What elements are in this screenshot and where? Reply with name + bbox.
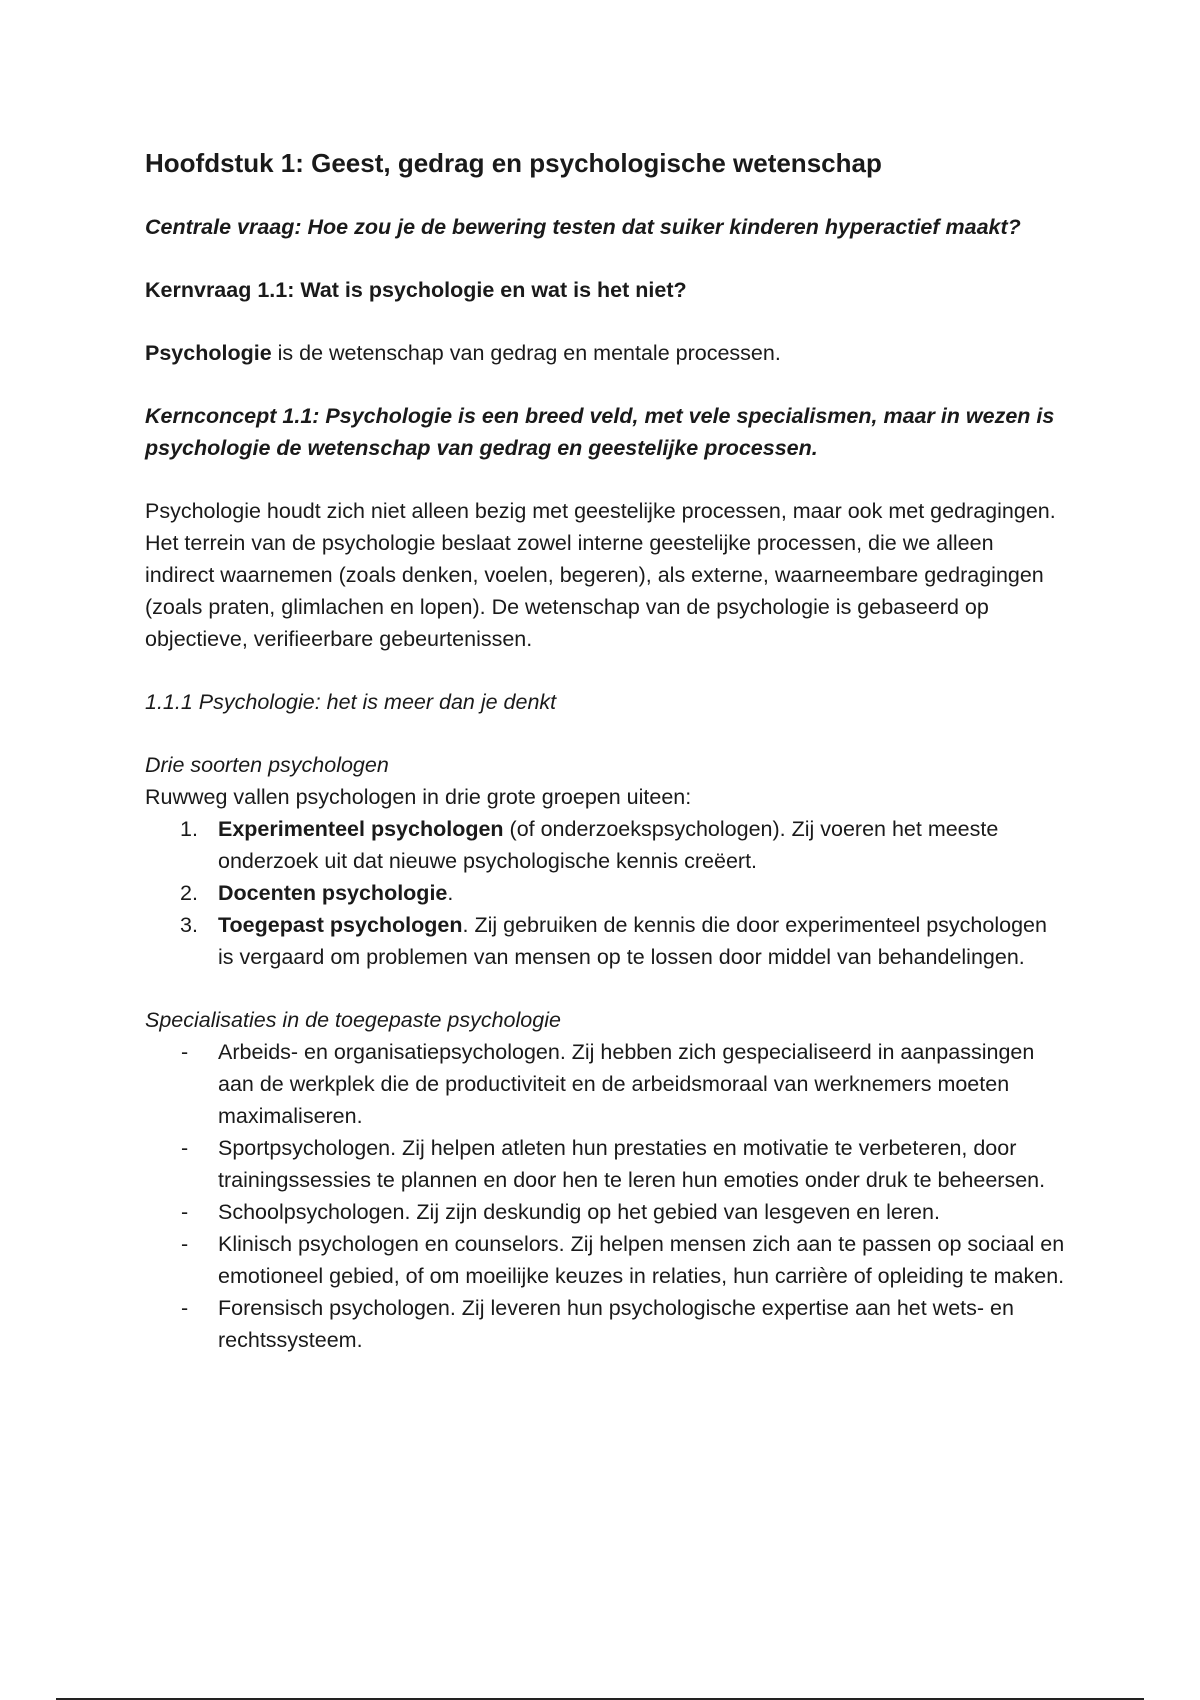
definition-paragraph xyxy=(145,337,1065,369)
list-item-text: Sportpsychologen. Zij helpen atleten hun prestaties en motivatie te verbeteren, door trainingssessies te plannen en door hen te leren hun emoties onder druk te beheersen. xyxy=(218,1136,1046,1192)
list-item-term: Toegepast psychologen xyxy=(218,913,463,937)
list-number: 3. xyxy=(180,913,198,937)
list-item-text: . xyxy=(447,881,454,905)
document-page xyxy=(145,146,1065,1356)
subsection-title: 1.1.1 Psychologie: het is meer dan je denkt xyxy=(145,690,557,714)
list-item xyxy=(145,909,1065,973)
list-item xyxy=(145,1132,1065,1196)
list-item-term: Experimenteel psychologen xyxy=(218,817,504,841)
list-item xyxy=(145,1036,1065,1132)
list-item-text: Schoolpsychologen. Zij zijn deskundig op het gebied van lesgeven en leren. xyxy=(218,1200,940,1224)
dash-bullet: - xyxy=(181,1296,189,1320)
definition-term: Psychologie xyxy=(145,341,272,365)
key-question: Kernvraag 1.1: Wat is psychologie en wat is het niet? xyxy=(145,278,687,302)
list-item-text: Klinisch psychologen en counselors. Zij helpen mensen zich aan te passen op sociaal en emotioneel gebied, of om moeilijke keuzes in relaties, hun carrière of opleiding te maken. xyxy=(218,1232,1065,1288)
list-item-text: . Zij gebruiken de kennis die door experimenteel psychologen is vergaard om problemen van mensen op te lossen door middel van behandelingen. xyxy=(218,913,1047,969)
key-concept: Kernconcept 1.1: Psychologie is een breed veld, met vele specialismen, maar in wezen is psychologie de wetenschap van gedrag en geestelijke processen. xyxy=(145,404,1055,460)
list-item xyxy=(145,877,1065,909)
list-item-text: Arbeids- en organisatiepsychologen. Zij hebben zich gespecialiseerd in aanpassingen aan de werkplek die de productiviteit en de arbeidsmoraal van werknemers moeten maximaliseren. xyxy=(218,1040,1035,1128)
list-item xyxy=(145,1292,1065,1356)
central-question: Centrale vraag: Hoe zou je de bewering testen dat suiker kinderen hyperactief maakt? xyxy=(145,215,1021,239)
list-item xyxy=(145,1228,1065,1292)
dash-bullet: - xyxy=(181,1232,189,1256)
list-item-text: (of onderzoekspsychologen). Zij voeren het meeste onderzoek uit dat nieuwe psychologische kennis creëert. xyxy=(218,817,999,873)
chapter-title: Hoofdstuk 1: Geest, gedrag en psychologische wetenschap xyxy=(145,148,882,178)
list-item xyxy=(145,813,1065,877)
list-number: 2. xyxy=(180,881,198,905)
specializations-list xyxy=(145,1036,1065,1356)
dash-bullet: - xyxy=(181,1040,189,1064)
list-item-text: Forensisch psychologen. Zij leveren hun psychologische expertise aan het wets- en rechtssysteem. xyxy=(218,1296,1014,1352)
types-list xyxy=(145,813,1065,973)
dash-bullet: - xyxy=(181,1200,189,1224)
body-paragraph: Psychologie houdt zich niet alleen bezig met geestelijke processen, maar ook met gedragingen. Het terrein van de psychologie beslaat zowel interne geestelijke processen, die we alleen indirect waarnemen (zoals denken, voelen, begeren), als externe, waarneembare gedragingen (zoals praten, glimlachen en lopen). De wetenschap van de psychologie is gebaseerd op objectieve, verifieerbare gebeurtenissen. xyxy=(145,499,1056,651)
specializations-heading: Specialisaties in de toegepaste psychologie xyxy=(145,1008,561,1032)
list-number: 1. xyxy=(180,817,198,841)
types-heading: Drie soorten psychologen xyxy=(145,753,389,777)
list-item-term: Docenten psychologie xyxy=(218,881,448,905)
list-item xyxy=(145,1196,1065,1228)
dash-bullet: - xyxy=(181,1136,189,1160)
types-intro: Ruwweg vallen psychologen in drie grote groepen uiteen: xyxy=(145,785,692,809)
definition-text: is de wetenschap van gedrag en mentale processen. xyxy=(271,341,781,365)
